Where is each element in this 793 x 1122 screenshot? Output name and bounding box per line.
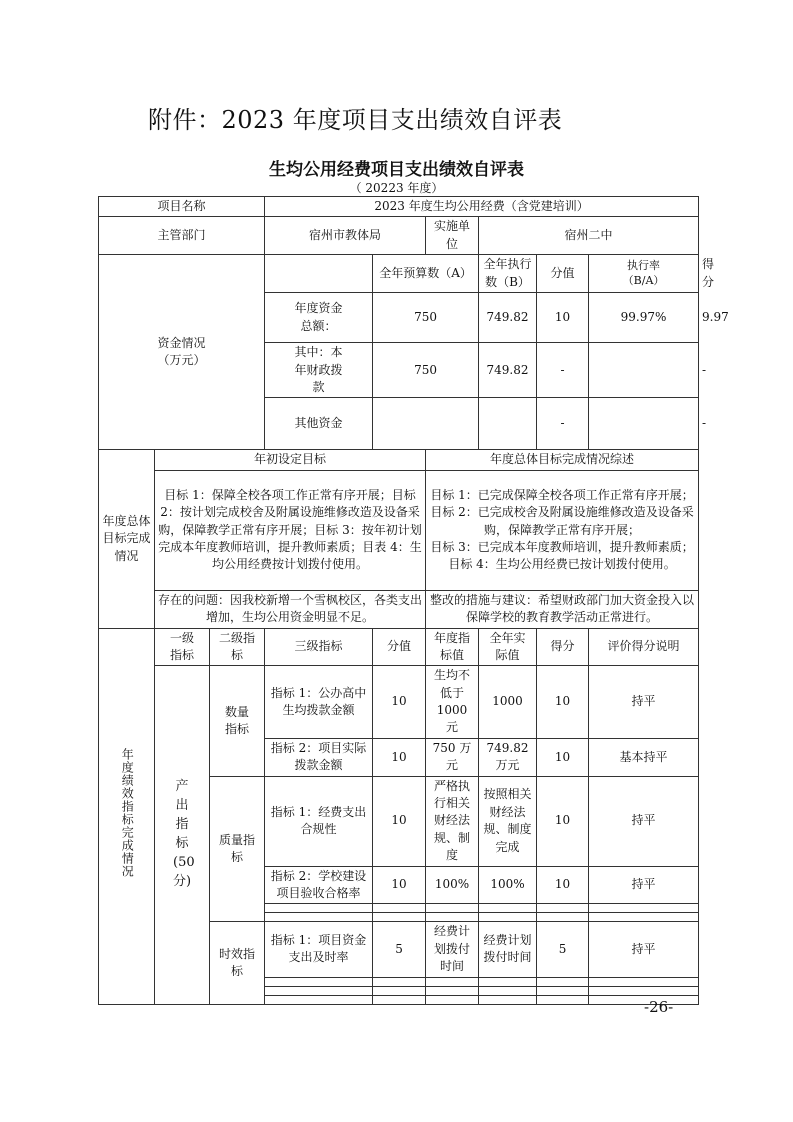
indicator-score: 10 bbox=[537, 776, 589, 866]
department-row bbox=[99, 217, 699, 255]
funds-header-budget: 全年预算数（A） bbox=[373, 255, 479, 293]
indicator-name: 指标 1：经费支出合规性 bbox=[265, 776, 373, 866]
indicator-score: 10 bbox=[537, 866, 589, 904]
page-heading: 附件：2023 年度项目支出绩效自评表 bbox=[148, 106, 563, 134]
indicator-weight: 10 bbox=[373, 866, 426, 904]
indicators-header-level3: 三级指标 bbox=[265, 628, 373, 666]
indicator-score: 10 bbox=[537, 666, 589, 739]
indicators-header-level2: 二级指标 bbox=[210, 628, 265, 666]
project-name-value: 2023 年度生均公用经费（含党建培训） bbox=[265, 197, 699, 217]
funds-row-rate: 99.97% bbox=[589, 293, 699, 343]
funds-label: 资金情况（万元） bbox=[99, 255, 265, 450]
indicator-actual: 按照相关财经法规、制度完成 bbox=[479, 776, 537, 866]
indicator-row bbox=[99, 666, 699, 739]
indicators-header-note: 评价得分说明 bbox=[589, 628, 699, 666]
funds-row-fiscal: 其中：本年财政拨款 750 749.82 - - bbox=[99, 343, 699, 398]
implementing-unit-value: 宿州二中 bbox=[479, 217, 699, 255]
indicators-header-actual: 全年实际值 bbox=[479, 628, 537, 666]
indicators-header-row bbox=[99, 628, 699, 666]
indicator-weight: 10 bbox=[373, 776, 426, 866]
project-name-row bbox=[99, 197, 699, 217]
indicator-note: 持平 bbox=[589, 922, 699, 977]
funds-row-weight: - bbox=[537, 398, 589, 450]
indicators-header-weight: 分值 bbox=[373, 628, 426, 666]
department-label: 主管部门 bbox=[99, 217, 265, 255]
funds-header-weight: 分值 bbox=[537, 255, 589, 293]
funds-row-weight: 10 bbox=[537, 293, 589, 343]
quantity-label: 数量指标 bbox=[210, 666, 265, 776]
department-value: 宿州市教体局 bbox=[265, 217, 426, 255]
indicator-note: 持平 bbox=[589, 866, 699, 904]
funds-row-rate bbox=[589, 343, 699, 398]
funds-row-label: 年度资金总额： bbox=[265, 293, 373, 343]
funds-row-budget: 750 bbox=[373, 343, 479, 398]
indicator-actual: 1000 bbox=[479, 666, 537, 739]
funds-row-budget: 750 bbox=[373, 293, 479, 343]
indicator-weight: 10 bbox=[373, 666, 426, 739]
indicator-note: 持平 bbox=[589, 776, 699, 866]
indicators-label: 年度绩效指标完成情况 bbox=[99, 628, 155, 1004]
goals-summary bbox=[426, 470, 699, 590]
funds-row-rate bbox=[589, 398, 699, 450]
indicator-target: 严格执行相关财经法规、制度 bbox=[426, 776, 479, 866]
goals-label: 年度总体目标完成情况 bbox=[99, 450, 155, 628]
page-number: -26- bbox=[644, 998, 674, 1016]
funds-header-rate: 执行率（B/A） bbox=[589, 255, 699, 293]
goals-content-row bbox=[99, 470, 699, 590]
indicator-target: 100% bbox=[426, 866, 479, 904]
funds-row-total: 年度资金总额： 750 749.82 10 99.97% 9.97 bbox=[99, 293, 699, 343]
funds-row-label: 其他资金 bbox=[265, 398, 373, 450]
level1-output-label: 产出指标(50分) bbox=[155, 666, 210, 1004]
funds-row-budget bbox=[373, 398, 479, 450]
goals-measures: 整改的措施与建议：希望财政部门加大资金投入以保障学校的教育教学活动正常进行。 bbox=[426, 590, 699, 628]
funds-row-weight: - bbox=[537, 343, 589, 398]
funds-row-label: 其中：本年财政拨款 bbox=[265, 343, 373, 398]
indicators-header-level1: 一级指标 bbox=[155, 628, 210, 666]
goals-problems: 存在的问题：因我校新增一个雪枫校区，各类支出增加，生均公用资金明显不足。 bbox=[155, 590, 426, 628]
indicator-name: 指标 1：公办高中生均拨款金额 bbox=[265, 666, 373, 739]
indicator-target: 经费计划拨付时间 bbox=[426, 922, 479, 977]
goals-summary-line: 目标 3：已完成本年度教师培训，提升教师素质； bbox=[430, 539, 694, 554]
goals-problems-row bbox=[99, 590, 699, 628]
funds-row-other: 其他资金 - - bbox=[99, 398, 699, 450]
funds-row-executed bbox=[479, 398, 537, 450]
evaluation-table bbox=[98, 196, 729, 1005]
indicator-score: 10 bbox=[537, 738, 589, 776]
indicator-target: 生均不低于 1000 元 bbox=[426, 666, 479, 739]
funds-row-executed: 749.82 bbox=[479, 293, 537, 343]
indicators-header-score: 得分 bbox=[537, 628, 589, 666]
funds-header-row: 资金情况（万元） 全年预算数（A） 全年执行数（B） 分值 执行率（B/A） 得分 bbox=[99, 255, 699, 293]
goals-summary-line: 目标 4：生均公用经费已按计划拨付使用。 bbox=[448, 557, 676, 572]
indicator-weight: 5 bbox=[373, 922, 426, 977]
funds-header-blank bbox=[265, 255, 373, 293]
goals-initial-header: 年初设定目标 bbox=[155, 450, 426, 470]
indicator-target: 750 万元 bbox=[426, 738, 479, 776]
indicator-score: 5 bbox=[537, 922, 589, 977]
indicator-weight: 10 bbox=[373, 738, 426, 776]
indicator-note: 基本持平 bbox=[589, 738, 699, 776]
goals-initial-text: 目标 1：保障全校各项工作正常有序开展；目标 2：按计划完成校舍及附属设施维修改造及设备采购，保障教学正常有序开展；目标 3：按年初计划完成本年度教师培训，提升教师素质；目表 4：生均公用经费按计划拨付使用。 bbox=[155, 470, 426, 590]
indicator-name: 指标 2：项目实际拨款金额 bbox=[265, 738, 373, 776]
goals-summary-line: 目标 2：已完成校舍及附属设施维修改造及设备采购，保障教学正常有序开展； bbox=[430, 505, 694, 537]
indicator-name: 指标 2：学校建设项目验收合格率 bbox=[265, 866, 373, 904]
timeliness-label: 时效指标 bbox=[210, 922, 265, 1004]
indicator-name: 指标 1：项目资金支出及时率 bbox=[265, 922, 373, 977]
indicators-header-target: 年度指标值 bbox=[426, 628, 479, 666]
goals-header-row bbox=[99, 450, 699, 470]
goals-summary-header: 年度总体目标完成情况综述 bbox=[426, 450, 699, 470]
table-title: 生均公用经费项目支出绩效自评表 bbox=[269, 160, 524, 180]
indicator-actual: 100% bbox=[479, 866, 537, 904]
goals-summary-line: 目标 1：已完成保障全校各项工作正常有序开展； bbox=[430, 487, 694, 502]
project-name-label: 项目名称 bbox=[99, 197, 265, 217]
quality-label: 质量指标 bbox=[210, 776, 265, 922]
implementing-unit-label: 实施单位 bbox=[426, 217, 479, 255]
indicator-actual: 经费计划拨付时间 bbox=[479, 922, 537, 977]
funds-row-executed: 749.82 bbox=[479, 343, 537, 398]
table-year: （ 20223 年度） bbox=[349, 181, 444, 195]
funds-header-executed: 全年执行数（B） bbox=[479, 255, 537, 293]
indicator-actual: 749.82 万元 bbox=[479, 738, 537, 776]
indicator-note: 持平 bbox=[589, 666, 699, 739]
